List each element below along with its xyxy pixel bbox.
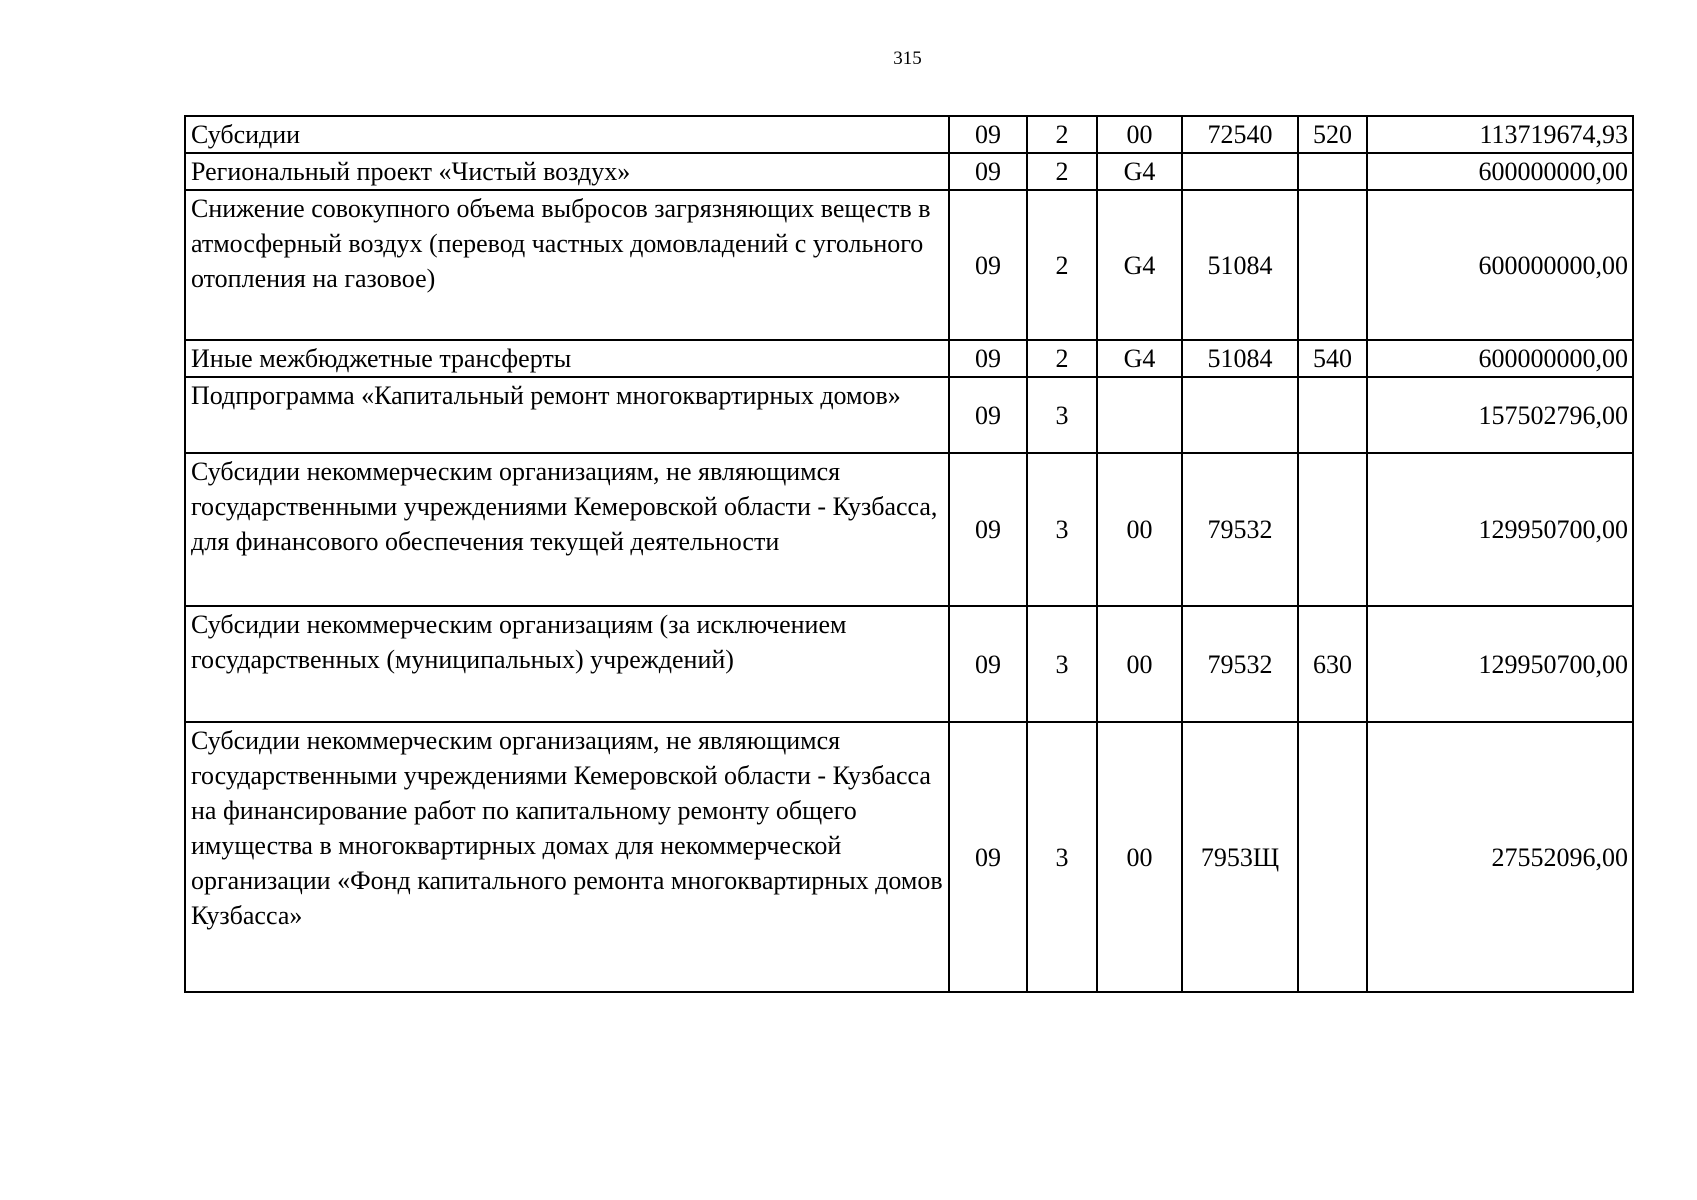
section-code: 09 — [949, 190, 1027, 340]
subprogram-code: 00 — [1097, 116, 1182, 153]
expense-type-code: 630 — [1298, 606, 1367, 722]
amount: 600000000,00 — [1367, 153, 1633, 190]
program-code: 3 — [1027, 453, 1097, 606]
direction-code: 7953Щ — [1182, 722, 1298, 992]
expense-type-code — [1298, 722, 1367, 992]
amount: 129950700,00 — [1367, 453, 1633, 606]
expense-type-code: 540 — [1298, 340, 1367, 377]
row-name: Субсидии некоммерческим организациям, не являющимся государственными учреждениями Кемеровской области - Кузбасса, для финансового обеспечения текущей деятельности — [185, 453, 949, 606]
table-row — [185, 190, 1633, 340]
table-row — [185, 453, 1633, 606]
row-name: Субсидии некоммерческим организациям (за исключением государственных (муниципальных) учреждений) — [185, 606, 949, 722]
section-code: 09 — [949, 453, 1027, 606]
row-name: Подпрограмма «Капитальный ремонт многоквартирных домов» — [185, 377, 949, 453]
subprogram-code: G4 — [1097, 153, 1182, 190]
direction-code — [1182, 153, 1298, 190]
table-row — [185, 116, 1633, 153]
row-name: Иные межбюджетные трансферты — [185, 340, 949, 377]
row-name: Снижение совокупного объема выбросов загрязняющих веществ в атмосферный воздух (перевод частных домовладений с угольного отопления на газовое) — [185, 190, 949, 340]
amount: 113719674,93 — [1367, 116, 1633, 153]
program-code: 3 — [1027, 377, 1097, 453]
subprogram-code: 00 — [1097, 722, 1182, 992]
subprogram-code: G4 — [1097, 340, 1182, 377]
amount: 600000000,00 — [1367, 190, 1633, 340]
section-code: 09 — [949, 340, 1027, 377]
program-code: 3 — [1027, 722, 1097, 992]
amount: 129950700,00 — [1367, 606, 1633, 722]
table-row — [185, 606, 1633, 722]
direction-code — [1182, 377, 1298, 453]
amount: 27552096,00 — [1367, 722, 1633, 992]
section-code: 09 — [949, 153, 1027, 190]
table-row — [185, 153, 1633, 190]
section-code: 09 — [949, 606, 1027, 722]
direction-code: 72540 — [1182, 116, 1298, 153]
program-code: 2 — [1027, 190, 1097, 340]
row-name: Региональный проект «Чистый воздух» — [185, 153, 949, 190]
direction-code: 79532 — [1182, 606, 1298, 722]
subprogram-code: 00 — [1097, 453, 1182, 606]
section-code: 09 — [949, 377, 1027, 453]
expense-type-code — [1298, 453, 1367, 606]
section-code: 09 — [949, 116, 1027, 153]
amount: 157502796,00 — [1367, 377, 1633, 453]
table-row — [185, 340, 1633, 377]
program-code: 2 — [1027, 153, 1097, 190]
page-number: 315 — [893, 48, 922, 69]
row-name: Субсидии некоммерческим организациям, не являющимся государственными учреждениями Кемеровской области - Кузбасса на финансирование работ по капитальному ремонту общего имущества в многоквартирных домах для некоммерческой организации «Фонд капитального ремонта многоквартирных домов Кузбасса» — [185, 722, 949, 992]
amount: 600000000,00 — [1367, 340, 1633, 377]
subprogram-code — [1097, 377, 1182, 453]
expense-type-code: 520 — [1298, 116, 1367, 153]
program-code: 2 — [1027, 116, 1097, 153]
expense-type-code — [1298, 377, 1367, 453]
table-row — [185, 722, 1633, 992]
expense-type-code — [1298, 190, 1367, 340]
program-code: 2 — [1027, 340, 1097, 377]
program-code: 3 — [1027, 606, 1097, 722]
subprogram-code: 00 — [1097, 606, 1182, 722]
direction-code: 79532 — [1182, 453, 1298, 606]
budget-table — [184, 115, 1634, 993]
direction-code: 51084 — [1182, 190, 1298, 340]
row-name: Субсидии — [185, 116, 949, 153]
expense-type-code — [1298, 153, 1367, 190]
table-row — [185, 377, 1633, 453]
direction-code: 51084 — [1182, 340, 1298, 377]
section-code: 09 — [949, 722, 1027, 992]
subprogram-code: G4 — [1097, 190, 1182, 340]
